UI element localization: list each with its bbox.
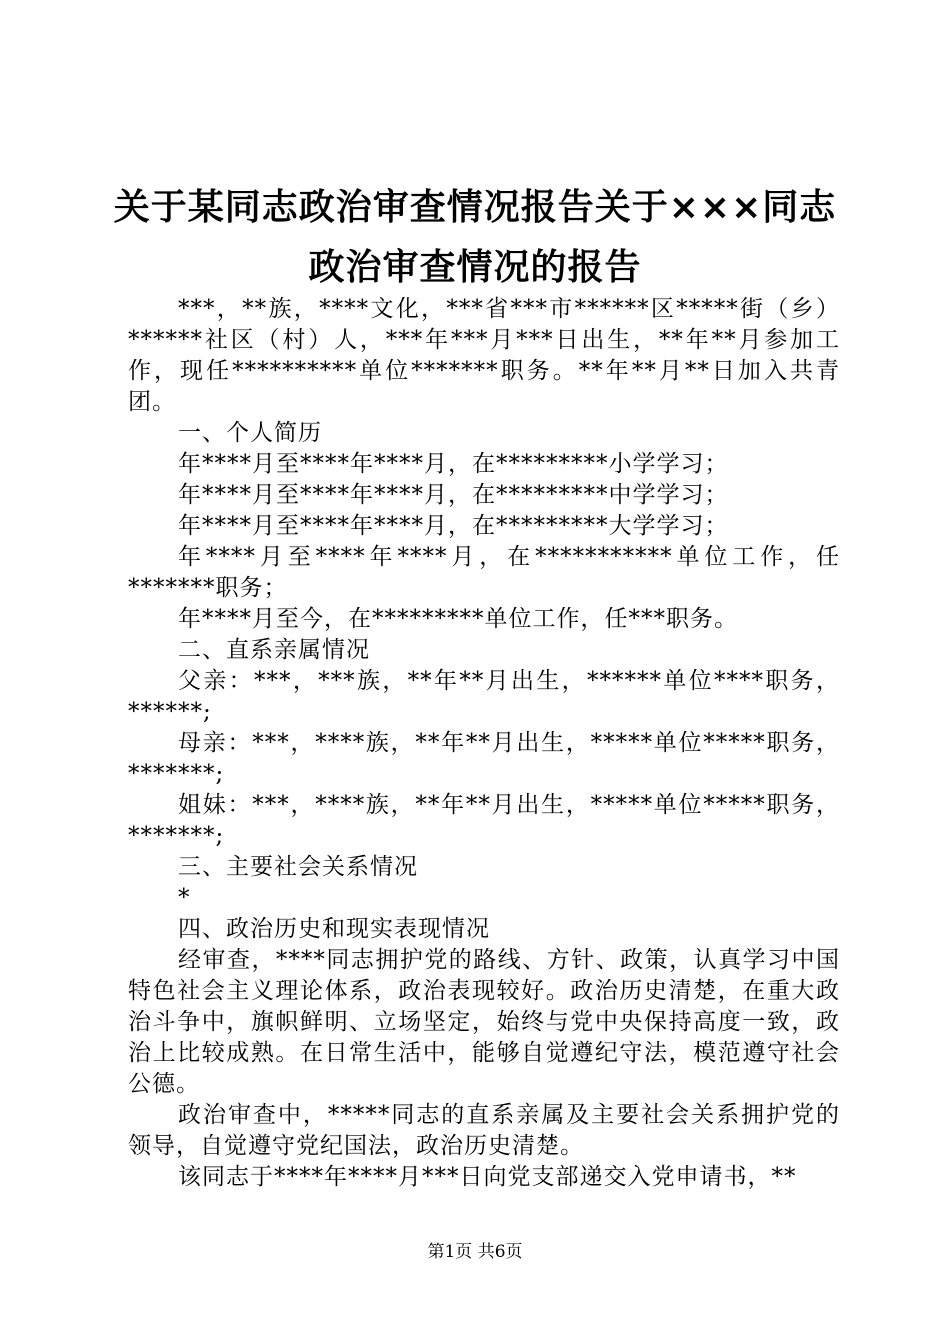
resume-item: 年****月至****年****月，在*********中学学习；: [178, 482, 729, 508]
intro-paragraph: ***，**族，****文化，***省***市******区*****街（乡）******社区（村）人，***年***月***日出生，**年**月参加工作，现任**********单位*******职务。**年**月**日加入共青团。: [128, 296, 840, 415]
resume-item: 年****月至****年****月，在*********大学学习；: [178, 513, 729, 539]
relative-mother: 母亲：***，****族，**年**月出生，*****单位*****职务，*******;: [128, 730, 840, 787]
political-review-paragraph: 经审查，****同志拥护党的路线、方针、政策，认真学习中国特色社会主义理论体系，政治表现较好。政治历史清楚，在重大政治斗争中，旗帜鲜明、立场坚定，始终与党中央保持高度一致，政治上比较成熟。在日常生活中，能够自觉遵纪守法，模范遵守社会公德。: [128, 947, 840, 1097]
relative-father: 父亲：***，***族，**年**月出生，******单位****职务，******;: [128, 668, 840, 725]
document-title-line-2: 政治审查情况的报告: [308, 247, 642, 288]
resume-item: 年****月至****年****月，在*********小学学习；: [178, 451, 729, 477]
resume-item: 年****月至****年****月，在***********单位工作，任*******职务；: [128, 544, 840, 601]
section-heading-social: 三、主要社会关系情况: [178, 854, 418, 880]
relatives-review-paragraph: 政治审查中，*****同志的直系亲属及主要社会关系拥护党的领导，自觉遵守党纪国法，政治历史清楚。: [128, 1102, 840, 1159]
section-heading-resume: 一、个人简历: [178, 420, 322, 446]
section-heading-political: 四、政治历史和现实表现情况: [178, 916, 490, 942]
social-relations-placeholder: *: [178, 885, 191, 911]
application-paragraph: 该同志于****年****月***日向党支部递交入党申请书，**: [178, 1164, 797, 1190]
section-heading-relatives: 二、直系亲属情况: [178, 637, 370, 663]
document-title-line-1: 关于某同志政治审查情况报告关于×××同志: [113, 187, 837, 228]
page-footer: 第1页 共6页: [427, 1242, 523, 1262]
resume-item: 年****月至今，在*********单位工作，任***职务。: [178, 606, 738, 632]
relative-sibling: 姐妹：***，****族，**年**月出生，*****单位*****职务，*******;: [128, 792, 840, 849]
document-body: [128, 294, 840, 1193]
